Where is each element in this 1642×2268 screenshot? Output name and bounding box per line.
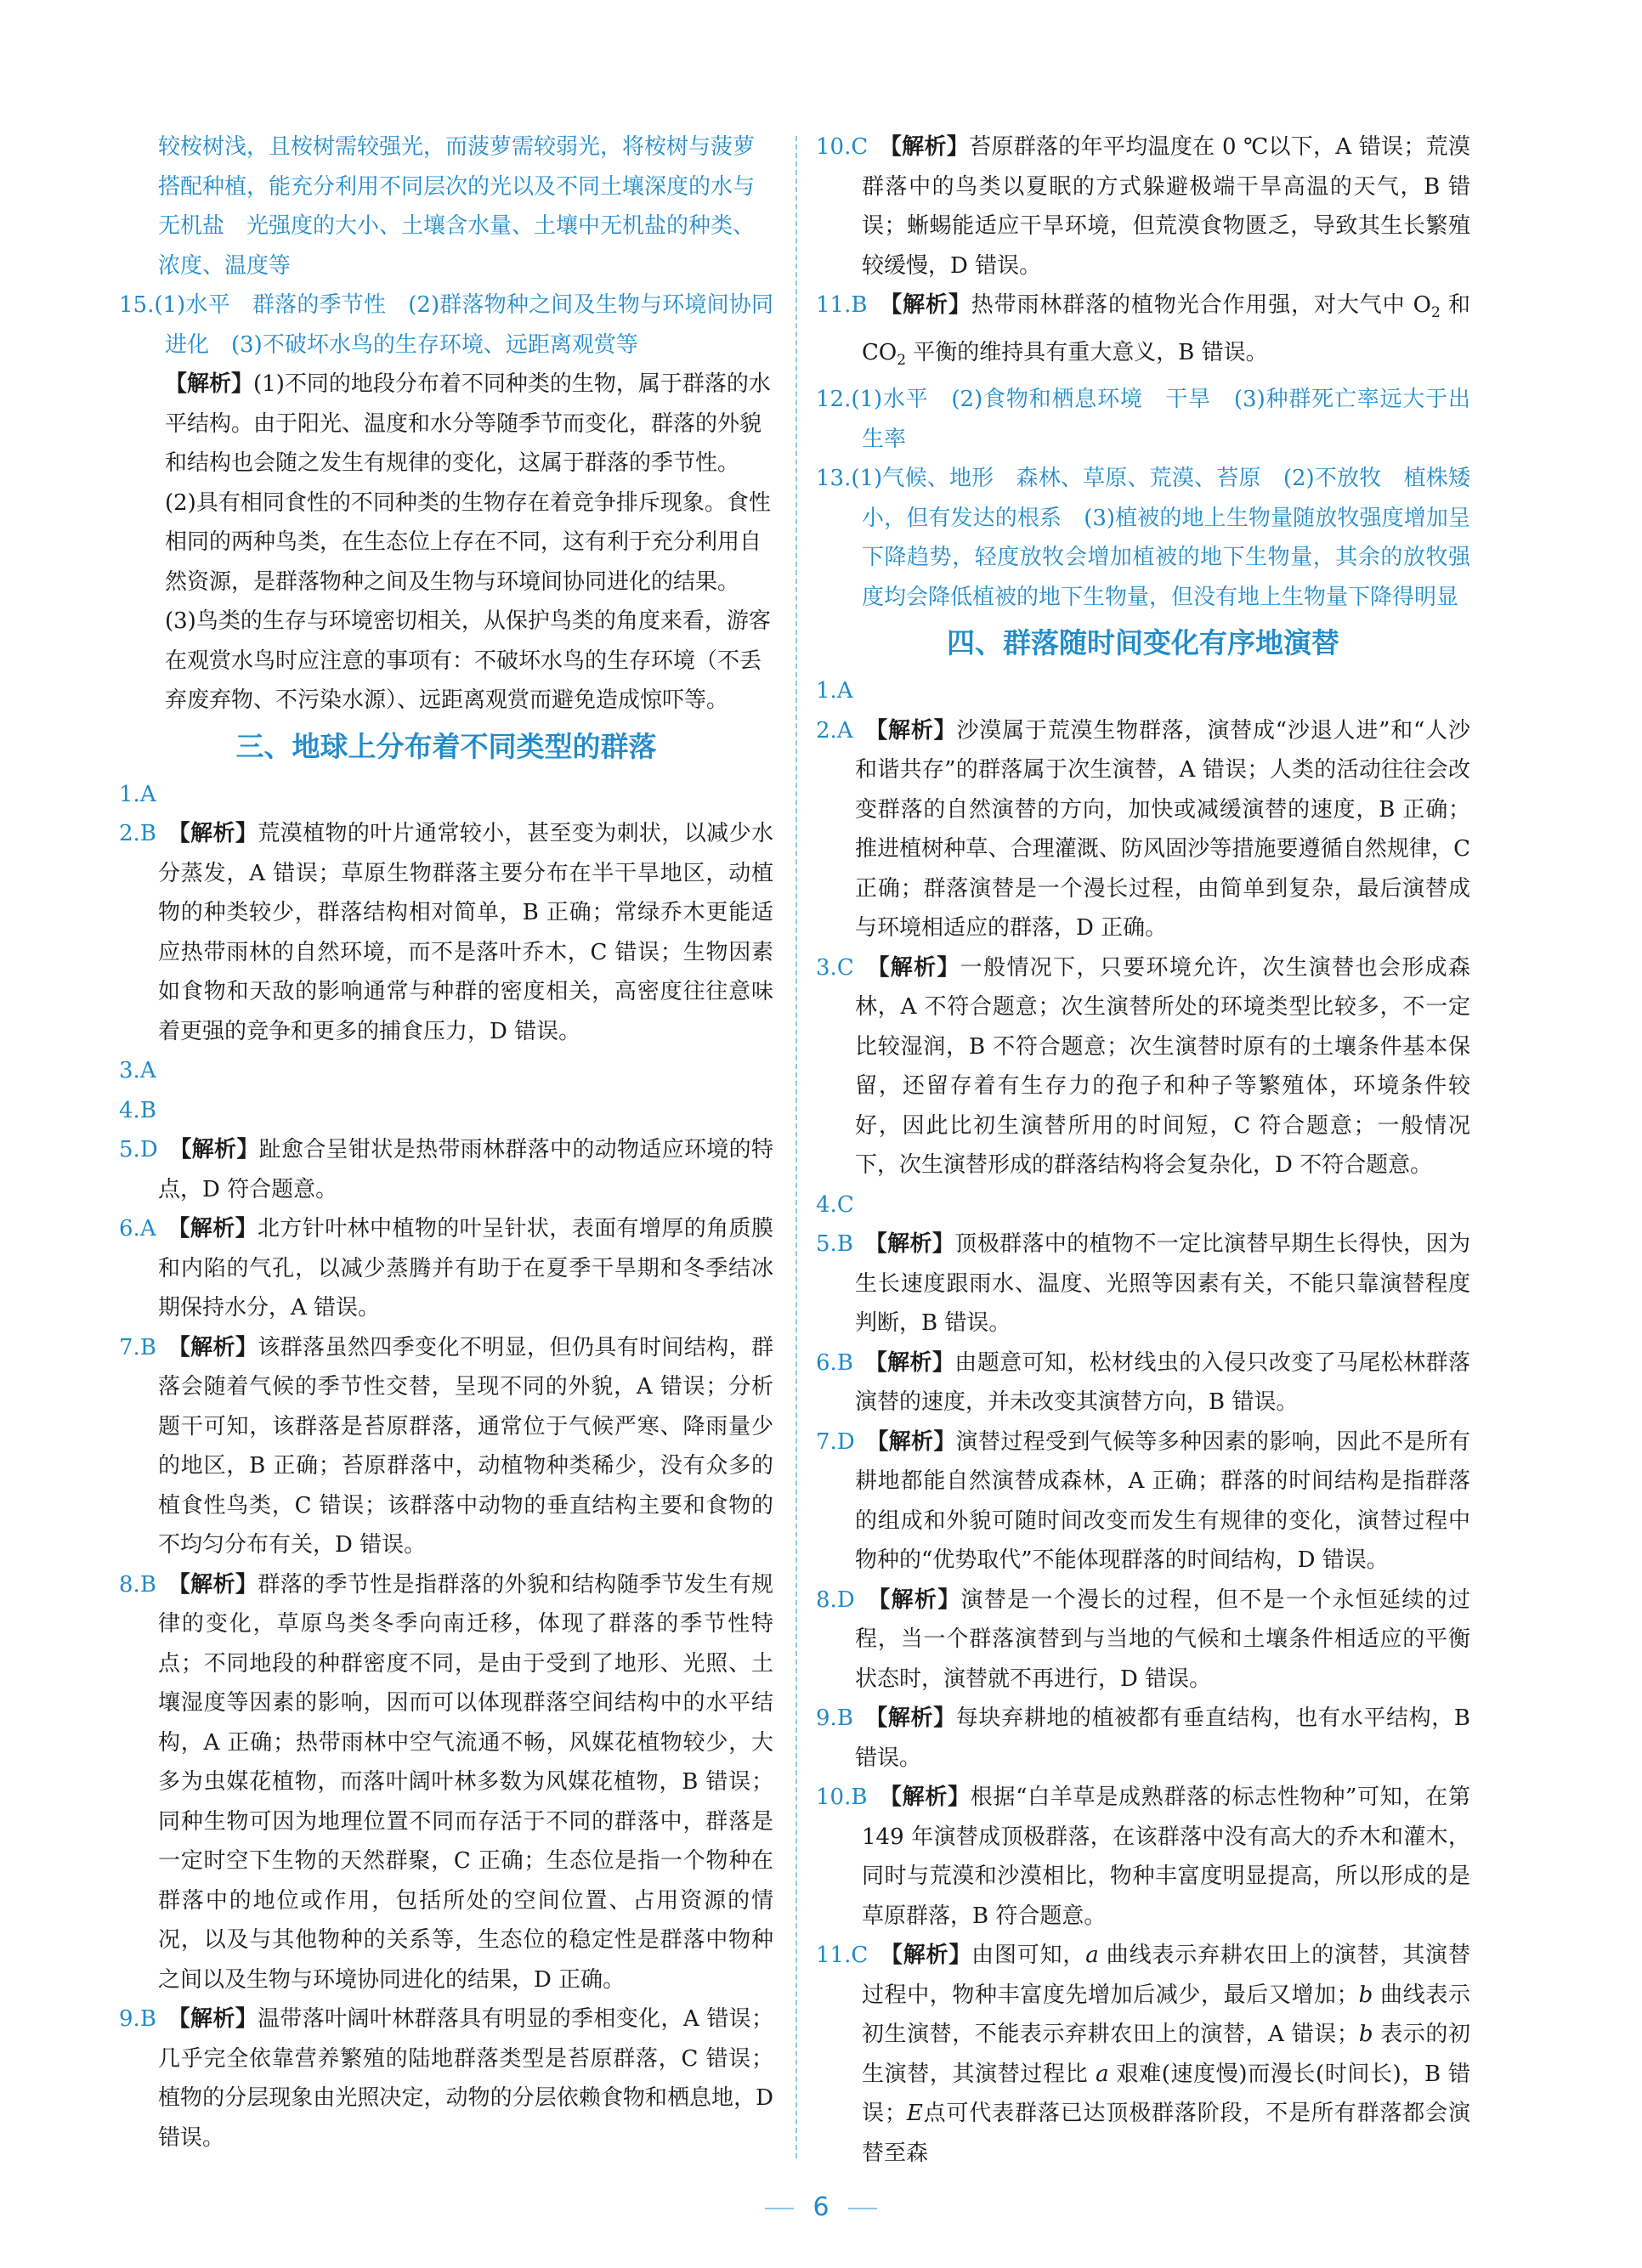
explanation-15 [119, 365, 773, 721]
explanation-text: 北方针叶林中植物的叶呈针状，表面有增厚的角质膜和内陷的气孔，以减少蒸腾并有助于在夏季干旱期和冬季结冰期保持水分，A 错误。 [158, 1216, 773, 1321]
answer-text: (1)气候、地形 森林、草原、荒漠、苔原 (2)不放牧 植株矮小，但有发达的根系 (3)植被的地上生物量随放牧强度增加呈下降趋势，轻度放牧会增加植被的地下生物量，其余的放牧强度均会降低植被的地下生物量，但没有地上生物量下降得明显 [851, 466, 1470, 610]
explanation-tag: 【解析】 [178, 1334, 258, 1360]
answer-letter: A [139, 1216, 156, 1241]
answer-item [119, 1328, 773, 1565]
left-column [119, 127, 773, 2158]
subscript: 2 [1431, 304, 1441, 322]
explanation-text: 曲线表示初生演替，不能表示弃耕农田上的演替，A 错误； [862, 1982, 1470, 2048]
explanation-text: 群落的季节性是指群落的外貌和结构随季节发生有规律的变化，草原鸟类冬季向南迁移，体现了群落的季节性特点；不同地段的种群密度不同，是由于受到了地形、光照、土壤湿度等因素的影响，因而可以体现群落空间结构中的水平结构，A 正确；热带雨林中空气流通不畅，风媒花植物较少，大多为虫媒花植物，而落叶阔叶林多数为风媒花植物，B 错误；同种生物可因为地理位置不同而存活于不同的群落中，群落是一定时空下生物的天然群聚，C 正确；生态位是指一个物种在群落中的地位或作用，包括所处的空间位置、占用资源的情况，以及与其他物种的关系等，生态位的稳定性是群落中物种之间以及生物与环境协同进化的结果，D 正确。 [158, 1571, 773, 1993]
explanation-text: 一般情况下，只要环境允许，次生演替也会形成森林，A 不符合题意；次生演替所处的环境类型比较多，不一定比较湿润，B 不符合题意；次生演替时原有的土壤条件基本保留，还留存着有生存力的孢子和种子等繁殖体，环境条件较好，因此比初生演替所用的时间短，C 符合题意；一般情况下，次生演替形成的群落结构将会复杂化，D 不符合题意。 [855, 954, 1470, 1179]
answer-item [119, 814, 773, 1051]
answer-letter: B [836, 1705, 853, 1732]
answer-letter: A [836, 717, 853, 744]
answer-letter: D [836, 1586, 855, 1613]
section-title-4: 四、群落随时间变化有序地演替 [947, 626, 1339, 660]
answer-item [816, 1343, 1470, 1422]
explanation-tag: 【解析】 [178, 1571, 258, 1598]
question-number: 9. [119, 2006, 140, 2032]
footer-dash-right [848, 2208, 877, 2209]
explanation-tag: 【解析】 [890, 1784, 971, 1811]
question-number: 15. [119, 292, 155, 318]
explanation-tag: 【解析】 [875, 1231, 955, 1258]
explanation-tag: 【解析】 [165, 371, 254, 397]
answer-text: (1)水平 群落的季节性 (2)群落物种之间及生物与环境间协同进化 (3)不破坏水鸟的生存环境、远距离观赏等 [154, 292, 773, 358]
question-number: 1. [816, 678, 837, 704]
answer-letter: A [139, 1058, 156, 1083]
section-4-answers [816, 671, 1470, 1936]
section-3-answers [119, 775, 773, 2158]
subscript: 2 [897, 351, 907, 369]
footer-dash-left [765, 2208, 794, 2209]
answer-letter: B [139, 1097, 156, 1123]
question-number: 4. [119, 1097, 140, 1123]
answer-11-section4 [816, 1936, 1470, 2173]
explanation-tag: 【解析】 [178, 2006, 258, 2032]
curve-label: b [1358, 1982, 1373, 2008]
explanation-text: 平衡的维持具有重大意义，B 错误。 [906, 339, 1268, 365]
question-number: 4. [816, 1191, 837, 1218]
explanation-text: 和 CO [862, 292, 1470, 365]
answer-item [816, 1581, 1470, 1700]
explanation-text: 点可代表群落已达顶极群落阶段，不是所有群落都会演替至森 [862, 2101, 1470, 2166]
question-number: 6. [119, 1216, 140, 1241]
explanation-p1: (1)不同的地段分布着不同种类的生物，属于群落的水平结构。由于阳光、温度和水分等随季节而变化，群落的外貌和结构也会随之发生有规律的变化，这属于群落的季节性。 [165, 371, 771, 476]
explanation-text: 沙漠属于荒漠生物群落，演替成“沙退人进”和“人沙和谐共存”的群落属于次生演替，A 错误；人类的活动往往会改变群落的自然演替的方向，加快或减缓演替的速度，B 正确；推进植树种草、合理灌溉、防风固沙等措施要遵循自然规律，C 正确；群落演替是一个漫长过程，由简单到复杂，最后演替成与环境相适应的群落，D 正确。 [855, 717, 1470, 942]
explanation-text: 表示的初生演替，其演替过程比 [862, 2022, 1470, 2087]
answer-letter: B [139, 1334, 156, 1360]
answer-item [119, 1999, 773, 2158]
answer-letter: D [836, 1428, 855, 1455]
answer-letter: B [836, 1349, 853, 1376]
question-number: 11. [816, 1943, 852, 1969]
question-number: 10. [816, 134, 852, 160]
answer-letter: A [836, 678, 853, 704]
explanation-p2: (2)具有相同食性的不同种类的生物存在着竞争排斥现象。食性相同的两种鸟类，在生态位上存在不同，这有利于充分利用自然资源，是群落物种之间及生物与环境间协同进化的结果。 [165, 489, 771, 595]
answer-letter: D [139, 1137, 158, 1162]
answer-item [816, 1699, 1470, 1778]
answer-letter: A [139, 781, 156, 807]
curve-label: b [1358, 2022, 1373, 2048]
answer-item [816, 1778, 1470, 1936]
question-number: 2. [816, 717, 837, 744]
explanation-text: 荒漠植物的叶片通常较小，甚至变为刺状，以减少水分蒸发，A 错误；草原生物群落主要分布在半干旱地区，动植物的种类较少，群落结构相对简单，B 正确；常绿乔木更能适应热带雨林的自然环境，而不是落叶乔木，C 错误；生物因素如食物和天敌的影响通常与种群的密度相关，高密度往往意味着更强的竞争和更多的捕食压力，D 错误。 [158, 821, 773, 1044]
answer-letter: C [851, 1943, 869, 1969]
answer-11 [816, 286, 1470, 380]
answer-letter: B [139, 821, 156, 846]
explanation-tag: 【解析】 [891, 1943, 972, 1969]
answer-letter: B [851, 1784, 868, 1811]
question-number: 2. [119, 821, 140, 846]
explanation-tag: 【解析】 [877, 1428, 956, 1455]
answer-item [119, 1091, 773, 1131]
answer-item [816, 948, 1470, 1185]
question-number: 6. [816, 1349, 837, 1376]
explanation-text: 艰难(速度慢)而漫长(时间长)，B 错误； [862, 2061, 1470, 2127]
question-number: 9. [816, 1705, 837, 1732]
question-number: 7. [816, 1428, 837, 1455]
explanation-tag: 【解析】 [876, 1705, 956, 1732]
explanation-tag: 【解析】 [875, 1349, 955, 1376]
answer-item [816, 1185, 1470, 1225]
explanation-tag: 【解析】 [178, 821, 258, 846]
explanation-text: 顶极群落中的植物不一定比演替早期生长得快，因为生长速度跟雨水、温度、光照等因素有关，不能只靠演替程度判断，B 错误。 [855, 1231, 1470, 1337]
answer-letter: B [139, 2006, 156, 2032]
explanation-tag: 【解析】 [876, 717, 957, 744]
answer-letter: C [836, 954, 854, 981]
question-number: 10. [816, 1784, 852, 1811]
question-number: 5. [119, 1137, 140, 1162]
curve-label: a [1085, 1943, 1099, 1969]
explanation-text: 演替是一个漫长的过程，但不是一个永恒延续的过程，当一个群落演替到与当地的气候和土壤条件相适应的平衡状态时，演替就不再进行，D 错误。 [855, 1586, 1470, 1692]
answer-item [816, 1422, 1470, 1581]
explanation-tag: 【解析】 [878, 954, 960, 981]
question-number: 1. [119, 781, 140, 807]
section-title-3: 三、地球上分布着不同类型的群落 [235, 729, 657, 763]
explanation-text: 该群落虽然四季变化不明显，但仍具有时间结构，群落会随着气候的季节性交替，呈现不同的外貌，A 错误；分析题干可知，该群落是苔原群落，通常位于气候严寒、降雨量少的地区，B 正确；苔原群落中，动植物种类稀少，没有众多的植食性鸟类，C 错误；该群落中动物的垂直结构主要和食物的不均匀分布有关，D 错误。 [158, 1334, 773, 1558]
answer-item [119, 1209, 773, 1328]
explanation-text: 苔原群落的年平均温度在 0 ℃以下，A 错误；荒漠群落中的鸟类以夏眠的方式躲避极端干旱高温的天气，B 错误；蜥蜴能适应干旱环境，但荒漠食物匮乏，导致其生长繁殖较缓慢，D 错误。 [862, 134, 1470, 279]
explanation-text: 演替过程受到气候等多种因素的影响，因此不是所有耕地都能自然演替成森林，A 正确；群落的时间结构是指群落的组成和外貌可随时间改变而发生有规律的变化，演替过程中物种的“优势取代”不能体现群落的时间结构，D 错误。 [855, 1428, 1470, 1574]
answer-letter: B [836, 1231, 853, 1258]
explanation-text: 曲线表示弃耕农田上的演替，其演替过程中，物种丰富度先增加后减少，最后又增加； [862, 1943, 1470, 2008]
answer-13 [816, 459, 1470, 617]
explanation-text: 每块弃耕地的植被都有垂直结构，也有水平结构，B 错误。 [855, 1705, 1470, 1771]
answer-item [119, 775, 773, 815]
answer-15 [119, 286, 773, 365]
explanation-tag: 【解析】 [891, 292, 971, 318]
answer-item [119, 1051, 773, 1091]
question-number: 8. [119, 1571, 140, 1598]
point-label: E [906, 2101, 923, 2127]
page-number: 6 [813, 2192, 829, 2222]
question-number: 7. [119, 1334, 140, 1360]
explanation-tag: 【解析】 [879, 1586, 961, 1613]
page-footer [0, 2192, 1642, 2222]
column-divider [796, 136, 797, 2158]
question-number: 8. [816, 1586, 837, 1613]
explanation-text: 由题意可知，松材线虫的入侵只改变了马尾松林群落演替的速度，并未改变其演替方向，B 错误。 [855, 1349, 1470, 1416]
explanation-tag: 【解析】 [180, 1137, 259, 1162]
right-column [816, 127, 1470, 2173]
answer-12 [816, 380, 1470, 459]
explanation-text: 热带雨林群落的植物光合作用强，对大气中 O [971, 292, 1431, 318]
question-number: 12. [816, 387, 852, 413]
question-number: 13. [816, 466, 852, 492]
answer-letter: C [836, 1191, 854, 1218]
answer-letter: B [139, 1571, 156, 1598]
answer-item [119, 1130, 773, 1209]
answer-item [816, 671, 1470, 711]
explanation-text: 根据“白羊草是成熟群落的标志性物种”可知，在第 149 年演替成顶极群落，在该群落中没有高大的乔木和灌木，同时与荒漠和沙漠相比，物种丰富度明显提高，所以形成的是草原群落，B 符合题意。 [862, 1784, 1470, 1929]
question-number: 11. [816, 292, 852, 318]
curve-label: a [1096, 2061, 1109, 2087]
explanation-p3: (3)鸟类的生存与环境密切相关，从保护鸟类的角度来看，游客在观赏水鸟时应注意的事项有：不破坏水鸟的生存环境（不丢弃废弃物、不污染水源）、远距离观赏而避免造成惊吓等。 [165, 608, 771, 713]
question-number: 5. [816, 1231, 837, 1258]
answer-item [816, 1224, 1470, 1343]
answer-letter: C [851, 134, 869, 160]
explanation-text: 由图可知， [971, 1943, 1086, 1969]
answer-item [119, 1565, 773, 2000]
answer-10 [816, 127, 1470, 286]
question-number: 3. [816, 954, 837, 981]
answer-text: (1)水平 (2)食物和栖息环境 干旱 (3)种群死亡率远大于出生率 [851, 387, 1470, 452]
explanation-text: 温带落叶阔叶林群落具有明显的季相变化，A 错误；几乎完全依靠营养繁殖的陆地群落类型是苔原群落，C 错误；植物的分层现象由光照决定，动物的分层依赖食物和栖息地，D 错误。 [158, 2006, 773, 2151]
answer-14-continued: 较桉树浅，且桉树需较强光，而菠萝需较弱光，将桉树与菠萝搭配种植，能充分利用不同层次的光以及不同土壤深度的水与无机盐 光强度的大小、土壤含水量、土壤中无机盐的种类、浓度、温度等 [158, 134, 756, 279]
answer-item [816, 711, 1470, 948]
explanation-tag: 【解析】 [178, 1216, 258, 1241]
explanation-text: 趾愈合呈钳状是热带雨林群落中的动物适应环境的特点，D 符合题意。 [158, 1137, 773, 1202]
explanation-tag: 【解析】 [890, 134, 970, 160]
question-number: 3. [119, 1058, 140, 1083]
answer-letter: B [851, 292, 868, 318]
